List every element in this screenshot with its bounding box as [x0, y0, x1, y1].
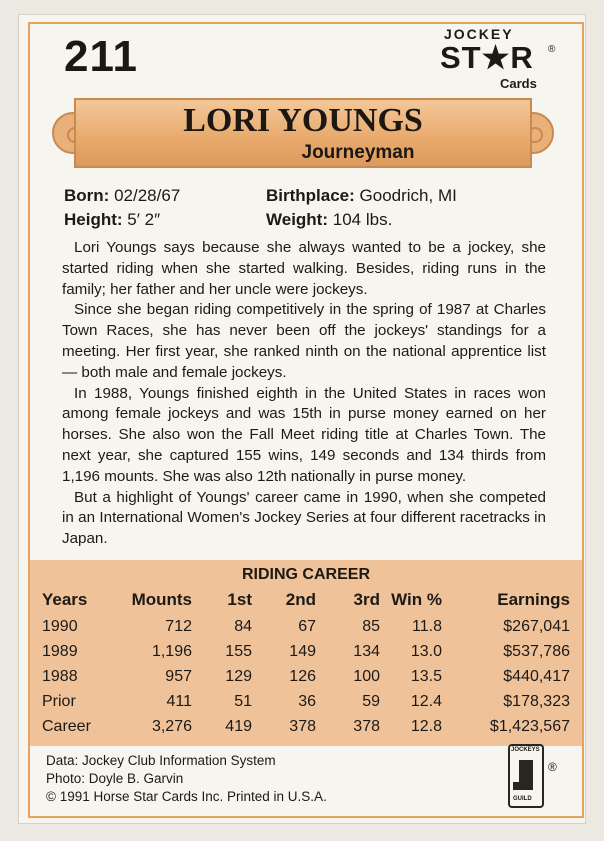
- height-label: Height:: [64, 210, 123, 229]
- cell: $537,786: [503, 642, 570, 660]
- logo-line3: Cards: [500, 76, 537, 91]
- col-header: 3rd: [353, 590, 380, 609]
- bio-paragraph: In 1988, Youngs finished eighth in the United States in races won among female jockeys and was 15th in purse money earned on her horses. She also won the Fall Meet riding title at Charles Town. The next year, she captured 155 wins, 149 seconds and 134 thirds from 1,196 mounts. She was also 12th nationally in purse money.: [62, 384, 546, 485]
- birthplace-value: Goodrich, MI: [359, 186, 457, 205]
- jockey-role: Journeyman: [301, 142, 415, 163]
- logo-line1: JOCKEY: [444, 26, 514, 42]
- cell: 155: [225, 642, 252, 660]
- riding-career-title: RIDING CAREER: [241, 566, 370, 583]
- logo-registered: ®: [548, 44, 556, 55]
- col-header: Mounts: [131, 590, 192, 609]
- cell: 126: [289, 667, 316, 685]
- table-row: [42, 664, 570, 689]
- cell: 51: [234, 692, 252, 710]
- born-row: [64, 186, 180, 206]
- cell: 411: [166, 692, 192, 710]
- cell: 67: [298, 617, 316, 635]
- riding-career-panel: [30, 560, 582, 746]
- cell: 134: [353, 642, 380, 660]
- cell: 712: [165, 617, 192, 635]
- cell: $178,323: [503, 692, 570, 710]
- table-row: [42, 714, 570, 739]
- jockey-name: LORI YOUNGS: [183, 102, 423, 139]
- cell: Prior: [42, 692, 76, 710]
- logo-line2: ST★R: [440, 40, 534, 75]
- cell: $440,417: [503, 667, 570, 685]
- biography: [62, 238, 546, 550]
- birthplace-row: [266, 186, 457, 206]
- cell: 12.4: [410, 692, 442, 710]
- table-row: [42, 614, 570, 639]
- height-value: 5′ 2″: [127, 210, 161, 229]
- weight-label: Weight:: [266, 210, 329, 229]
- copyright: © 1991 Horse Star Cards Inc. Printed in U.S.A.: [46, 789, 327, 804]
- cell: 13.5: [410, 667, 442, 685]
- cell: 85: [362, 617, 380, 635]
- bio-paragraph: Since she began riding competitively in the spring of 1987 at Charles Town Races, she has never been off the jockeys' standings for a meeting. Her first year, she ranked ninth on the national apprentice list — both male and female jockeys.: [62, 301, 546, 381]
- cell: $1,423,567: [489, 717, 570, 735]
- boot-icon: [519, 760, 533, 790]
- table-row: [42, 689, 570, 714]
- cell: 1989: [42, 642, 78, 660]
- name-plate: [52, 98, 554, 168]
- cell: 59: [362, 692, 380, 710]
- data-credit: Data: Jockey Club Information System: [46, 753, 276, 768]
- table-header-row: [42, 588, 570, 614]
- cell: 84: [234, 617, 252, 635]
- cell: 1988: [42, 667, 78, 685]
- col-header: 1st: [227, 590, 252, 609]
- cell: $267,041: [503, 617, 570, 635]
- cell: 13.0: [410, 642, 442, 660]
- born-value: 02/28/67: [114, 186, 181, 205]
- cell: 419: [225, 717, 252, 735]
- jockey-star-logo: [440, 26, 560, 94]
- born-label: Born:: [64, 186, 110, 205]
- col-header: 2nd: [285, 590, 316, 609]
- cell: 378: [289, 717, 316, 735]
- cell: 1,196: [151, 642, 192, 660]
- weight-value: 104 lbs.: [332, 210, 393, 229]
- cell: 129: [225, 667, 252, 685]
- col-header: Win %: [391, 590, 442, 609]
- col-header: Years: [42, 590, 88, 609]
- card-number: 211: [64, 32, 138, 81]
- riding-career-table: [42, 588, 570, 739]
- guild-top-text: JOCKEYS: [511, 747, 540, 753]
- cell: 36: [298, 692, 316, 710]
- guild-bottom-text: GUILD: [513, 796, 532, 802]
- credits: [46, 752, 327, 806]
- table-row: [42, 639, 570, 664]
- cell: Career: [42, 717, 91, 735]
- cell: 11.8: [412, 617, 442, 635]
- cell: 3,276: [151, 717, 192, 735]
- cell: 378: [353, 717, 380, 735]
- height-row: [64, 210, 160, 230]
- col-header: Earnings: [497, 590, 570, 609]
- cell: 12.8: [410, 717, 442, 735]
- cell: 1990: [42, 617, 78, 635]
- photo-credit: Photo: Doyle B. Garvin: [46, 771, 184, 786]
- guild-registered: ®: [548, 760, 557, 774]
- cell: 149: [289, 642, 316, 660]
- bio-paragraph: But a highlight of Youngs' career came in 1990, when she competed in an International Women's Jockey Series at four different racetracks in Japan.: [62, 488, 546, 548]
- birthplace-label: Birthplace:: [266, 186, 355, 205]
- weight-row: [266, 210, 392, 230]
- jockeys-guild-logo: [508, 744, 544, 808]
- cell: 100: [353, 667, 380, 685]
- cell: 957: [165, 667, 192, 685]
- bio-paragraph: Lori Youngs says because she always wanted to be a jockey, she started riding when she started walking. Besides, riding runs in the family; her father and her uncle were jockeys.: [62, 239, 546, 298]
